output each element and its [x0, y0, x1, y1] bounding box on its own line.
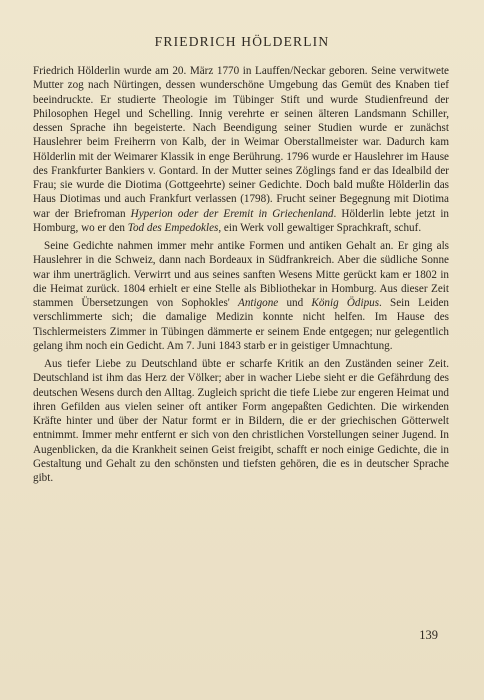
text-run: . Hölderlin lebte jetzt in Homburg, wo er den	[33, 207, 449, 234]
paragraph-2	[33, 239, 449, 353]
page-title: FRIEDRICH HÖLDERLIN	[154, 34, 330, 49]
paragraph-3	[33, 357, 449, 485]
italic-title-oedipus: König Ödipus	[311, 297, 380, 309]
italic-title-empedokles: Tod des Empedokles	[127, 221, 219, 234]
italic-title-hyperion: Hyperion oder der Eremit in Griechenland	[130, 207, 334, 220]
body-text	[33, 64, 449, 489]
text-run: Seine Gedichte nahmen immer mehr antike Formen und antiken Gehalt an. Er ging als Hauslehrer in die Schweiz, dann nach Bordeaux in Südfrankreich. Aber die südliche Sonne war ihm unerträglich. Verwirrt und aus seines sanften Wesens Mitte gerückt kam er 1802 in die Heimat zurück. 1804 erhielt er eine Stelle als Bibliothekar in Homburg. Aus dieser Zeit stammen Übersetzungen von Sophokles'	[33, 240, 449, 309]
text-run: . Sein Leiden verschlimmerte sich; die damalige Medizin konnte nicht helfen. Im Hause des Tischlermeisters Zimmer in Tübingen dämmerte er seinem Ende entgegen; nur gelegentlich gelang ihm noch ein Gedicht. Am 7. Juni 1843 starb er in geistiger Umnachtung.	[33, 297, 449, 352]
page-number: 139	[419, 628, 438, 642]
text-run: und	[278, 297, 312, 309]
paragraph-1	[33, 64, 449, 235]
text-run: Friedrich Hölderlin wurde am 20. März 1770 in Lauffen/Neckar geboren. Seine verwitwete Mutter zog nach Nürtingen, dessen wunderschöne Umgebung das Gemüt des Knaben tief beeindruckte. Er studierte Theologie im Tübinger Stift und wurde Studienfreund der Philosophen Hegel und Schelling. Innig verehrte er seinen älteren Landsmann Schiller, dessen Sprache ihn begeisterte. Nach Beendigung seiner Studien wurde er zunächst Hauslehrer beim Freiherrn von Kalb, der in Weimar Oberstallmeister war. Dadurch kam Hölderlin mit der Weimarer Klassik in enge Berührung. 1796 wurde er Hauslehrer im Hause des Frankfurter Bankiers v. Gontard. In der Mutter seines Zöglings fand er das Idealbild der Frau; sie wurde die Diotima (Gottgeehrte) seiner Gedichte. Doch bald mußte Hölderlin das Haus Diotimas und auch Frankfurt verlassen (1798). Frucht seiner Begegnung mit Diotima war der Briefroman	[33, 65, 449, 220]
text-run: Aus tiefer Liebe zu Deutschland übte er scharfe Kritik an den Zuständen seiner Zeit. Deutschland ist ihm das Herz der Völker; aber in wacher Liebe sieht er die Gefährdung des deutschen Wesens durch den Alltag. Zugleich spricht die tiefe Liebe zur engeren Heimat und ihren Gefilden aus vielen seiner oft antiker Form angepaßten Gedichten. Die wirkenden Kräfte hinter und über der Natur formt er in Bildern, die er der griechischen Götterwelt entnimmt. Immer mehr entfernt er sich von den christlichen Vorstellungen seiner Jugend. In Augenblicken, da die Krankheit seinen Geist freigibt, schafft er noch einige Gedichte, die in Gestaltung und Gehalt zu den schönsten und tiefsten gehören, die es in deutscher Sprache gibt.	[33, 358, 449, 484]
text-run: , ein Werk voll gewaltiger Sprachkraft, schuf.	[218, 221, 422, 234]
italic-title-antigone: Antigone	[238, 297, 279, 309]
